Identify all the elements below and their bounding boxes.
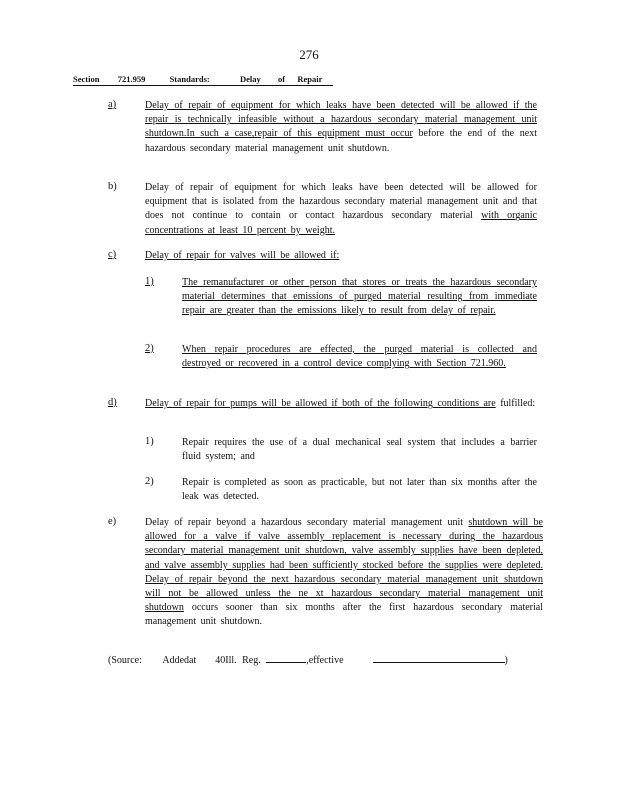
paragraph-b-underlined: with organic concentrations at least 10 percent by weight.: [145, 210, 537, 236]
section-heading: [73, 74, 333, 86]
paragraph-d: [145, 397, 537, 411]
paragraph-c: [145, 249, 537, 263]
item-c1: [182, 276, 537, 319]
paragraph-a-underlined: Delay of repair of equipment for which leaks have been detected will be allowed if the repair is technically infeasible without a hazardous secondary material management unit shutdown.In such a case,repair of this equipment must occur: [145, 100, 537, 140]
item-c2: [182, 343, 537, 371]
source-note: [108, 655, 508, 666]
item-d1-text: Repair requires the use of a dual mechanical seal system that includes a barrier fluid system; and: [182, 437, 537, 463]
paragraph-a-marker: a): [108, 99, 117, 110]
item-c2-marker: 2): [145, 343, 154, 354]
paragraph-b-marker: b): [108, 181, 117, 192]
item-d2-text: Repair is completed as soon as practicable, but not later than six months after the leak was detected.: [182, 477, 537, 503]
item-d2-marker: 2): [145, 476, 154, 487]
paragraph-e-text-start: Delay of repair beyond a hazardous secondary material management unit: [145, 517, 469, 528]
source-close: ): [504, 655, 508, 666]
paragraph-c-underlined: Delay of repair for valves will be allowed if:: [145, 250, 340, 261]
item-c1-underlined: The remanufacturer or other person that stores or treats the hazardous secondary material determines that emissions of purged material resulting from immediate repair are greater than the emissions likely to result from delay of repair.: [182, 277, 537, 317]
page-number: 276: [299, 47, 319, 62]
source-reg: Reg.: [242, 655, 261, 666]
paragraph-a: [145, 99, 537, 156]
item-c2-underlined: When repair procedures are effected, the purged material is collected and destroyed or recovered in a control device complying with Section 721.960.: [182, 344, 537, 370]
paragraph-b: [145, 181, 537, 238]
paragraph-a-text: before the end of the next hazardous secondary material management unit shutdown.: [145, 128, 537, 154]
source-added: Addedat: [162, 655, 197, 666]
standards-label: Standards:: [169, 74, 210, 84]
heading-word: Repair: [297, 74, 323, 84]
paragraph-d-marker: d): [108, 397, 117, 408]
item-d1-marker: 1): [145, 436, 154, 447]
paragraph-d-text: fulfilled:: [495, 398, 536, 409]
source-effective: ,effective: [306, 655, 344, 666]
paragraph-c-marker: c): [108, 249, 117, 260]
paragraph-e-underlined: shutdown will be allowed for a valve if valve assembly replacement is necessary during the hazardous secondary material management unit shutdown, valve assembly supplies have been depleted, and valve assembly supplies had been sufficiently stocked before the supplies were depleted. Delay of repair beyond the next hazardous secondary material management unit shutdown will not be allowed unless the ne xt hazardous secondary material management unit shutdown: [145, 517, 543, 614]
paragraph-e: [145, 516, 543, 630]
heading-word: Delay: [239, 74, 261, 84]
item-d2: [182, 476, 537, 504]
paragraph-d-underlined: Delay of repair for pumps will be allowed if both of the following conditions are: [145, 398, 496, 409]
paragraph-e-text-end: occurs sooner than six months after the first hazardous secondary material management unit shutdown.: [145, 602, 543, 628]
source-volume: 40Ill.: [215, 655, 237, 666]
section-number: 721.959: [117, 74, 146, 84]
source-blank-date: [373, 662, 505, 663]
heading-word: of: [278, 74, 286, 84]
item-c1-marker: 1): [145, 276, 154, 287]
paragraph-b-text: Delay of repair of equipment for which leaks have been detected will be allowed for equipment that is isolated from the hazardous secondary material management unit and that does not continue to contain or contact hazardous secondary material: [145, 182, 537, 222]
section-label: Section: [73, 74, 100, 84]
item-d1: [182, 436, 537, 464]
source-blank-register: [266, 662, 306, 663]
paragraph-e-marker: e): [108, 516, 117, 527]
source-open: (Source:: [108, 655, 142, 666]
